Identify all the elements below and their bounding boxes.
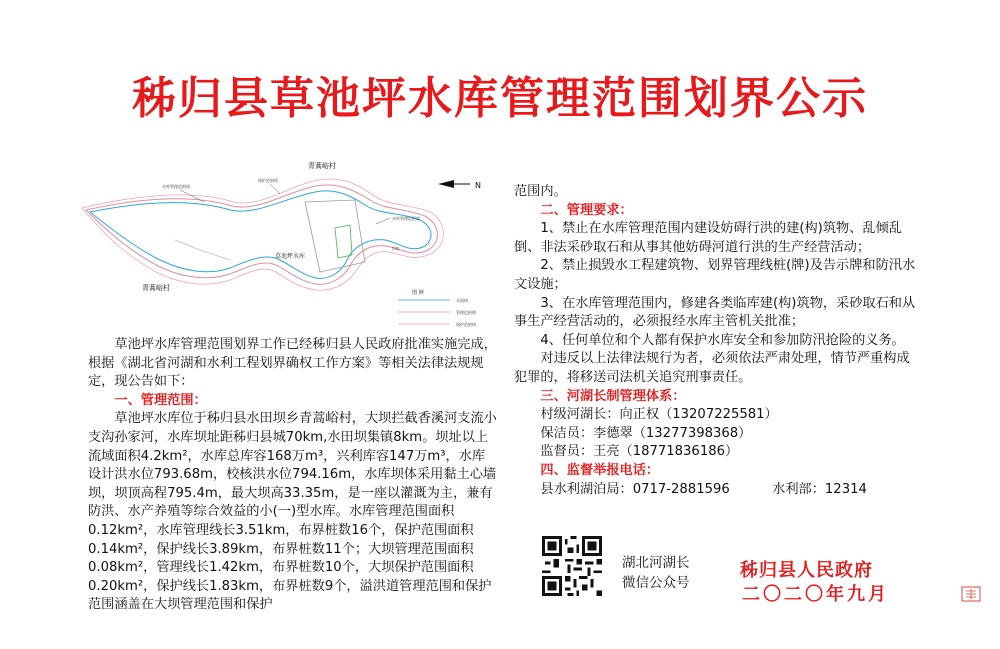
svg-text:N: N <box>475 181 481 190</box>
page-title: 秭归县草池坪水库管理范围划界公示 <box>132 73 868 124</box>
dam-green <box>335 225 352 258</box>
qr-caption-line-2: 微信公众号 <box>622 575 690 591</box>
section4-heading: 四、监督举报电话： <box>540 462 660 478</box>
left-column <box>88 336 498 615</box>
section3-heading: 三、河湖长制管理体系： <box>540 388 686 404</box>
seal-stamp-icon <box>960 585 982 603</box>
government-name: 秭归县人民政府 <box>740 560 873 581</box>
right-column <box>514 183 918 499</box>
requirement-1: 1、禁止在水库管理范围内建设妨碍行洪的建(构)筑物、乱倾乱倒、非法采砂取石和从事其他妨碍河道行洪的生产经营活动； <box>514 221 902 255</box>
qr-caption-line-1: 湖北河湖长 <box>622 555 690 571</box>
callout-3: 水库管理范围线 <box>392 216 420 221</box>
cleaner: 保洁员：李德翠（13277398368） <box>540 425 752 441</box>
callout-2: 保护范围线 <box>258 178 278 183</box>
qr-caption <box>622 553 690 593</box>
village-top-label: 青蒿峪村 <box>308 162 336 170</box>
continuation-text: 范围内。 <box>514 184 567 199</box>
qr-code-icon[interactable] <box>542 536 602 596</box>
north-arrow-icon <box>438 180 481 190</box>
intro-paragraph: 草池坪水库管理范围划界工作已经秭归县人民政府批准实施完成，根据《湖北省河湖和水利工程划界确权工作方案》等相关法律法规规定，现公告如下： <box>88 337 497 390</box>
requirement-2: 2、禁止损毁水工程建筑物、划界管理线桩(牌)及告示牌和防汛水文设施； <box>514 258 916 292</box>
hotlines <box>514 481 918 500</box>
hotline-ministry: 水利部：12314 <box>772 481 867 497</box>
section2-heading: 二、管理要求： <box>540 202 633 218</box>
announcement-date: 二〇二〇年九月 <box>742 584 889 605</box>
requirement-3: 3、在水库管理范围内，修建各类临库建(构)筑物，采砂取石和从事生产经营活动的，必须报经水库主管机关批准； <box>514 295 916 330</box>
legend-title: 图 例 <box>412 290 424 296</box>
hotline-county: 县水利湖泊局：0717-2881596 <box>540 481 730 497</box>
road <box>175 240 230 260</box>
dam-area <box>305 200 365 272</box>
section1-text: 草池坪水库位于秭归县水田坝乡青蒿峪村，大坝拦截香溪河支流小支沟孙家河，水库坝址距秭归县城70km,水田坝集镇8km。坝址以上流域面积4.2km²，水库总库容168万m³，兴利库容147万m³，水库设计洪水位793.68m，校核洪水位794.16m，水库坝体采用黏土心墙坝，坝顶高程795.4m，最大坝高33.35m，是一座以灌溉为主，兼有防洪、水产养殖等综合效益的小(一)型水库。水库管理范围面积0.12km²，水库管理线长3.51km，布界桩数16个，保护范围面积0.14km²，保护线长3.89km，布界桩数11个；大坝管理范围面积0.08km²，管理线长1.42km，布界桩数10个，大坝保护范围面积0.20km²，保护线长1.83km，布界桩数9个，溢洪道管理范围和保护范围涵盖在大坝管理范围和保护 <box>88 411 497 613</box>
section1-heading: 一、管理范围： <box>114 392 207 408</box>
reservoir-label: 草池坪水库 <box>275 253 306 260</box>
village-bottom-label: 青蒿峪村 <box>142 284 170 292</box>
legend-item-3: 保护范围线 <box>456 322 476 327</box>
callout-1: 水库管理范围线 <box>162 184 190 189</box>
supervisor: 监督员：王亮（18771836186） <box>540 444 739 460</box>
callout-4: 坝址 <box>392 246 400 251</box>
reservoir-map <box>80 150 500 330</box>
legend-item-2: 管理范围线 <box>456 310 476 315</box>
map-legend <box>398 289 476 327</box>
protection-line <box>82 179 444 290</box>
legend-item-1: 水面线 <box>456 298 468 303</box>
penalty-text: 对违反以上法律法规行为者，必须依法严肃处理，情节严重构成犯罪的，将移送司法机关追究刑事责任。 <box>514 351 910 385</box>
river-chief: 村级河湖长：向正权（13207225581） <box>540 407 778 423</box>
map-drawing <box>80 150 500 330</box>
requirement-4: 4、任何单位和个人都有保护水库安全和参加防汛抢险的义务。 <box>540 332 905 348</box>
